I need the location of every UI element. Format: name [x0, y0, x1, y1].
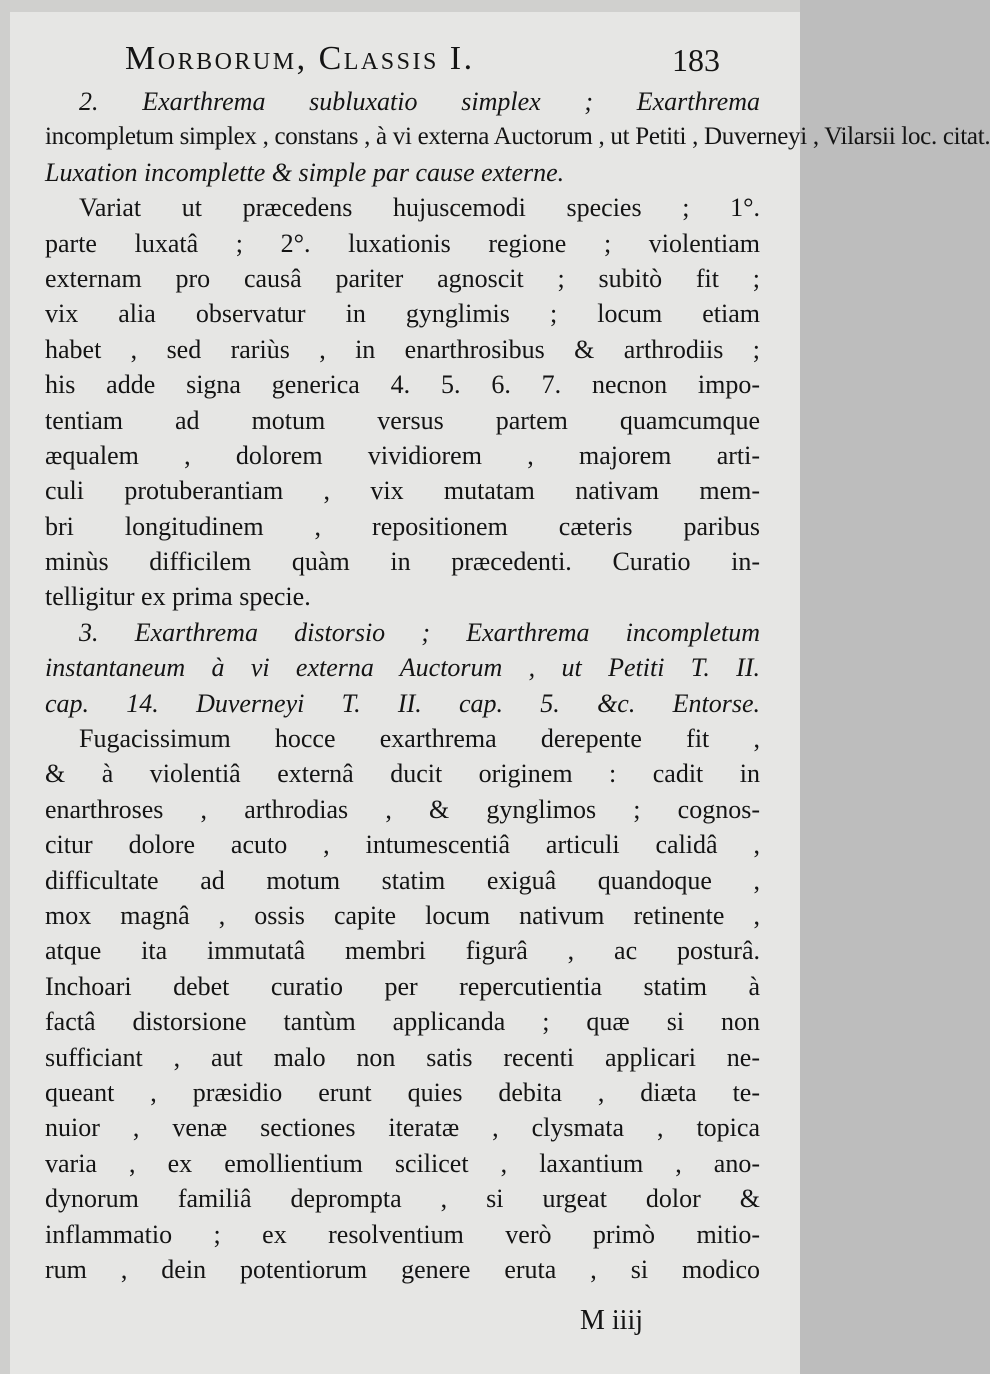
text-line-span: incompletum simplex , constans , à vi externa Auctorum , ut Petiti , Duverneyi , Vilarsii loc. citat.	[45, 123, 990, 151]
text-line: parte luxatâ ; 2°. luxationis regione ; violentiam	[45, 228, 760, 258]
text-line: culi protuberantiam , vix mutatam nativam mem-	[45, 476, 760, 506]
page-edge-left	[0, 0, 10, 1374]
text-line: enarthroses , arthrodias , & gynglimos ; cognos-	[45, 794, 760, 824]
text-line: inflammatio ; ex resolventium verò primò mitio-	[45, 1219, 760, 1249]
species-2-heading-line: 2. Exarthrema subluxatio simplex ; Exarthrema	[79, 87, 760, 116]
page-number: 183	[672, 42, 720, 78]
text-line: tentiam ad motum versus partem quamcumque	[45, 405, 760, 435]
text-line: instantaneum à vi externa Auctorum , ut Petiti T. II.	[45, 653, 760, 683]
french-name-line: Luxation incomplette & simple par cause externe.	[45, 157, 565, 187]
running-title: Morborum, Classis I.	[125, 40, 475, 77]
text-line: æqualem , dolorem vividiorem , majorem arti-	[45, 440, 760, 470]
page-header	[0, 40, 800, 90]
text-line: nuior , venæ sectiones iteratæ , clysmata , topica	[45, 1113, 760, 1143]
text-line: varia , ex emollientium scilicet , laxantium , ano-	[45, 1148, 760, 1178]
text-line: telligitur ex prima specie.	[45, 582, 311, 612]
text-line: vix alia observatur in gynglimis ; locum etiam	[45, 299, 760, 329]
text-line: queant , præsidio erunt quies debita , diæta te-	[45, 1077, 760, 1107]
text-line: his adde signa generica 4. 5. 6. 7. necnon impo-	[45, 370, 760, 400]
text-line: externam pro causâ pariter agnoscit ; subitò fit ;	[45, 263, 760, 293]
signature-mark: M iiij	[580, 1305, 644, 1336]
page-edge-top	[0, 0, 800, 12]
species-3-heading-line: 3. Exarthrema distorsio ; Exarthrema incompletum	[79, 617, 760, 647]
text-line: cap. 14. Duverneyi T. II. cap. 5. &c. Entorse.	[45, 688, 760, 718]
text-line: atque ita immutatâ membri figurâ , ac posturâ.	[45, 936, 760, 966]
text-line: Variat ut præcedens hujuscemodi species ; 1°.	[79, 193, 760, 223]
text-line: citur dolore acuto , intumescentiâ articuli calidâ ,	[45, 830, 760, 860]
text-line: & à violentiâ externâ ducit originem : cadit in	[45, 759, 760, 789]
text-line: dynorum familiâ deprompta , si urgeat dolor &	[45, 1184, 760, 1214]
text-line: difficultate ad motum statim exiguâ quandoque ,	[45, 865, 760, 895]
text-line: Inchoari debet curatio per repercutientia statim à	[45, 971, 760, 1001]
text-line: Fugacissimum hocce exarthrema derepente fit ,	[79, 724, 760, 754]
body-text	[45, 84, 990, 1287]
text-line: habet , sed rariùs , in enarthrosibus & arthrodiis ;	[45, 334, 760, 364]
text-line: minùs difficilem quàm in præcedenti. Curatio in-	[45, 547, 760, 577]
text-line: factâ distorsione tantùm applicanda ; quæ si non	[45, 1007, 760, 1037]
text-line: bri longitudinem , repositionem cæteris paribus	[45, 511, 760, 541]
text-line	[45, 119, 990, 154]
text-line: rum , dein potentiorum genere eruta , si modico	[45, 1254, 760, 1284]
text-line: sufficiant , aut malo non satis recenti applicari ne-	[45, 1042, 760, 1072]
text-line: mox magnâ , ossis capite locum nativum retinente ,	[45, 900, 760, 930]
